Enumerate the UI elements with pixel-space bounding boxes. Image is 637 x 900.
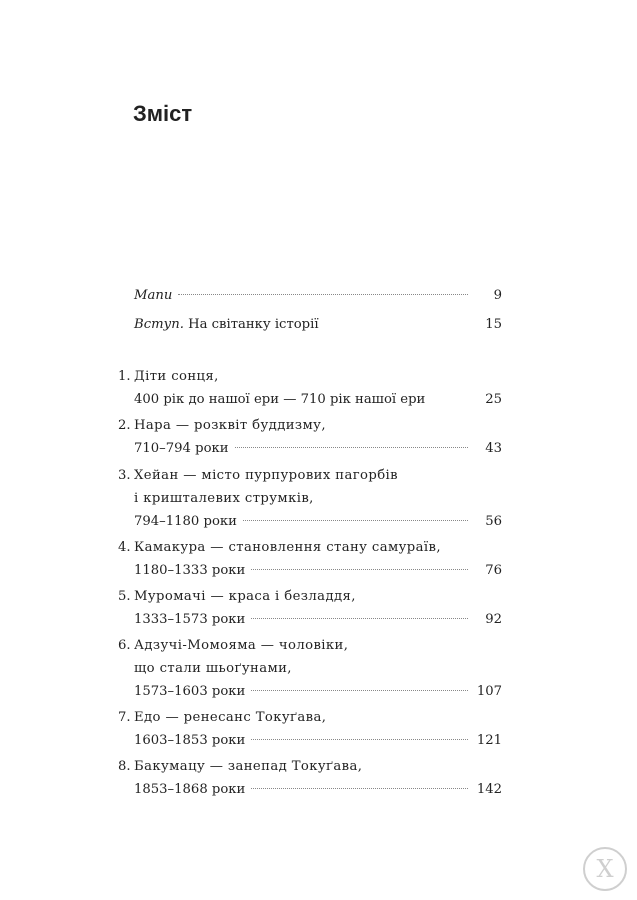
entry-label: На світанку історії: [183, 317, 319, 332]
chapter-title-cont: що стали шьоґунами,: [134, 661, 292, 676]
page-title: Зміст: [133, 101, 193, 126]
leader-dots: [251, 738, 468, 740]
chapter-number: 3.: [118, 468, 131, 483]
chapter-title: Едо — ренесанс Токуґава,: [134, 710, 327, 725]
page-number: 107: [476, 684, 502, 699]
chapter-dates: 1853–1868 роки: [134, 782, 246, 797]
chapter-number: 6.: [118, 638, 131, 653]
page-number: 142: [476, 782, 502, 797]
toc-entry-chapter-3[interactable]: [118, 464, 502, 533]
toc-entry-chapter-5[interactable]: [118, 585, 502, 631]
chapter-dates: 1180–1333 роки: [134, 563, 246, 578]
logo-letter: X: [596, 855, 614, 883]
chapter-title: Діти сонця,: [134, 369, 219, 384]
chapter-title: Хейан — місто пурпурових пагорбів: [134, 468, 398, 483]
chapter-number: 2.: [118, 418, 131, 433]
toc-entry-chapter-7[interactable]: [118, 706, 502, 752]
chapter-dates: 1333–1573 роки: [134, 612, 246, 627]
page-number: 25: [485, 392, 502, 407]
page-number: 76: [485, 563, 502, 578]
toc-entry-chapter-8[interactable]: [118, 755, 502, 801]
entry-label: Мапи: [134, 288, 173, 303]
chapter-number: 4.: [118, 540, 131, 555]
chapter-dates: 1603–1853 роки: [134, 733, 246, 748]
chapter-dates: 794–1180 роки: [134, 514, 237, 529]
leader-dots: [251, 787, 468, 789]
toc-entry-maps[interactable]: [118, 284, 502, 307]
leader-dots: [251, 617, 468, 619]
chapter-title: Камакура — становлення стану самураїв,: [134, 540, 441, 555]
page-number: 15: [485, 317, 502, 332]
chapter-title: Бакумацу — занепад Токуґава,: [134, 759, 363, 774]
chapter-dates: 710–794 роки: [134, 441, 229, 456]
page-number: 121: [476, 733, 502, 748]
chapter-title-cont: і кришталевих струмків,: [134, 491, 314, 506]
toc-entry-chapter-4[interactable]: [118, 536, 502, 582]
leader-dots: [178, 293, 468, 295]
leader-dots: [251, 689, 468, 691]
page-number: 92: [485, 612, 502, 627]
chapter-number: 7.: [118, 710, 131, 725]
toc-entry-chapter-1[interactable]: [118, 365, 502, 411]
toc-entry-chapter-6[interactable]: [118, 634, 502, 703]
chapter-number: 8.: [118, 759, 131, 774]
leader-dots: [251, 568, 468, 570]
page-number: 56: [485, 514, 502, 529]
chapter-title: Нара — розквіт буддизму,: [134, 418, 326, 433]
chapter-dates: 1573–1603 роки: [134, 684, 246, 699]
chapter-title: Адзучі-Момояма — чоловіки,: [134, 638, 349, 653]
leader-dots: [243, 519, 468, 521]
leader-dots: [235, 446, 468, 448]
page-number: 9: [493, 288, 502, 303]
toc-entry-intro[interactable]: [118, 313, 502, 336]
toc-entry-chapter-2[interactable]: [118, 414, 502, 460]
chapter-title: Муромачі — краса і безладдя,: [134, 589, 356, 604]
publisher-logo-icon: [582, 846, 628, 892]
chapter-number: 5.: [118, 589, 131, 604]
page-number: 43: [485, 441, 502, 456]
chapter-number: 1.: [118, 369, 131, 384]
entry-prefix: Вступ.: [134, 317, 184, 332]
chapter-dates: 400 рік до нашої ери — 710 рік нашої ери: [134, 392, 426, 407]
